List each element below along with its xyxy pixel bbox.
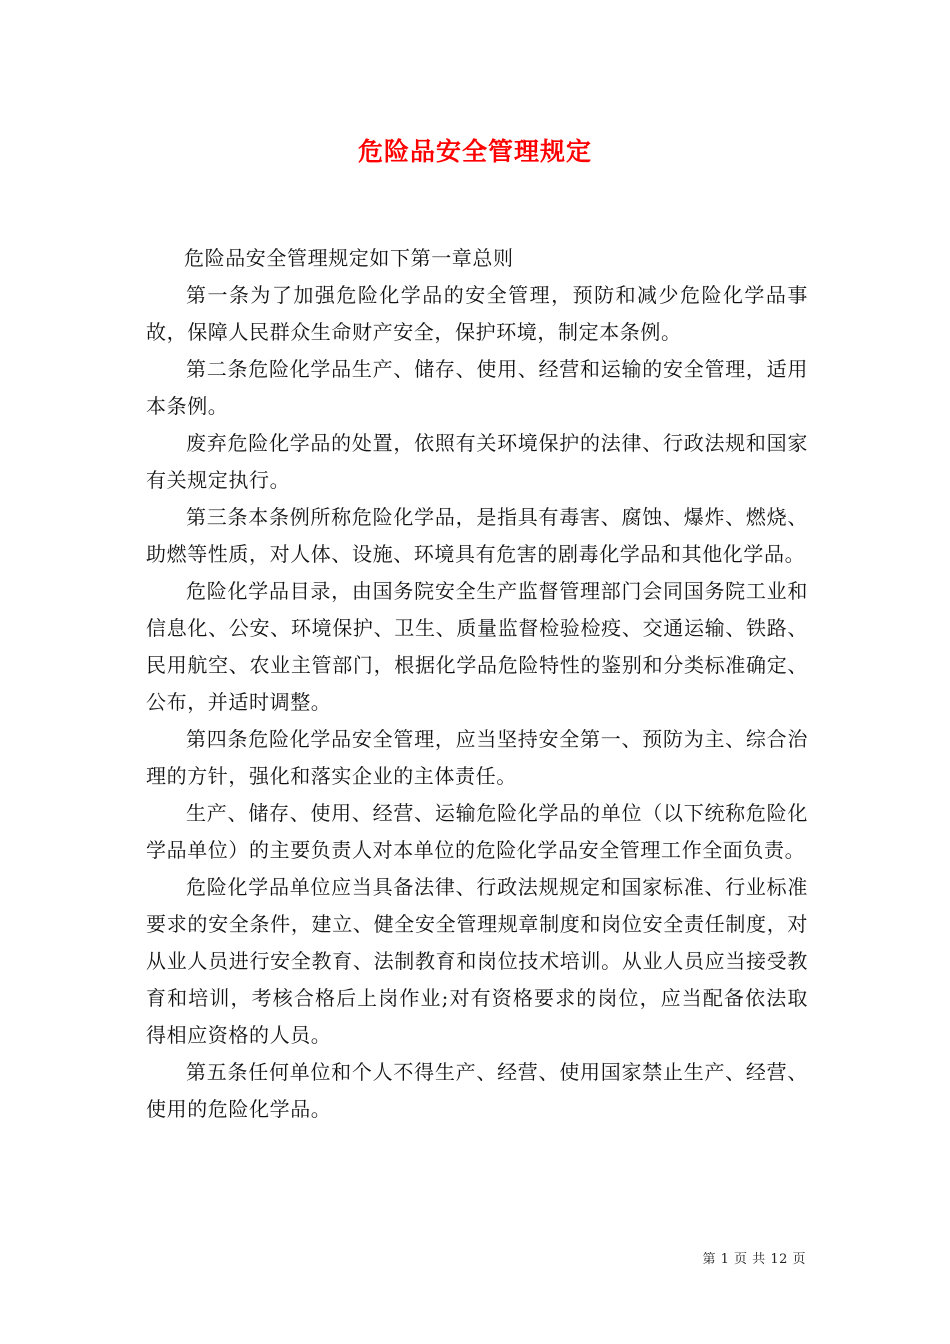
paragraph: 危险化学品单位应当具备法律、行政法规规定和国家标准、行业标准要求的安全条件，建立、健全安全管理规章制度和岗位安全责任制度，对从业人员进行安全教育、法制教育和岗位技术培训。从业人员应当接受教育和培训，考核合格后上岗作业;对有资格要求的岗位，应当配备依法取得相应资格的人员。	[146, 875, 808, 1047]
paragraph: 第一条为了加强危险化学品的安全管理，预防和减少危险化学品事故，保障人民群众生命财产安全，保护环境，制定本条例。	[146, 283, 808, 344]
paragraph: 第五条任何单位和个人不得生产、经营、使用国家禁止生产、经营、使用的危险化学品。	[146, 1060, 808, 1121]
paragraph: 第三条本条例所称危险化学品，是指具有毒害、腐蚀、爆炸、燃烧、助燃等性质，对人体、设施、环境具有危害的剧毒化学品和其他化学品。	[146, 505, 808, 566]
paragraph: 第四条危险化学品安全管理，应当坚持安全第一、预防为主、综合治理的方针，强化和落实企业的主体责任。	[146, 727, 808, 788]
paragraph: 第二条危险化学品生产、储存、使用、经营和运输的安全管理，适用本条例。	[146, 357, 808, 418]
document-title: 危险品安全管理规定	[357, 137, 592, 166]
document-body	[146, 240, 808, 1128]
paragraph: 危险化学品目录，由国务院安全生产监督管理部门会同国务院工业和信息化、公安、环境保护、卫生、质量监督检验检疫、交通运输、铁路、民用航空、农业主管部门，根据化学品危险特性的鉴别和分类标准确定、公布，并适时调整。	[146, 579, 808, 714]
paragraph: 危险品安全管理规定如下第一章总则	[184, 246, 514, 270]
paragraph: 生产、储存、使用、经营、运输危险化学品的单位（以下统称危险化学品单位）的主要负责人对本单位的危险化学品安全管理工作全面负责。	[146, 801, 808, 862]
paragraph: 废弃危险化学品的处置，依照有关环境保护的法律、行政法规和国家有关规定执行。	[146, 431, 808, 492]
page-number: 第 1 页 共 12 页	[702, 1252, 806, 1267]
